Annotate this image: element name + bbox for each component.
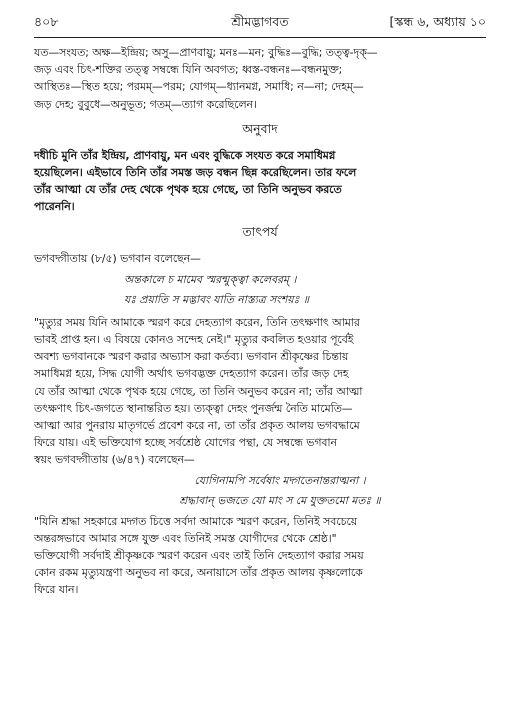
- purport-line: যে তাঁর আত্মা থেকে পৃথক হয়ে গেছে, তা তিনি অনুভব করেন না; তাঁর আত্মা: [34, 384, 363, 398]
- page-number: ৪০৮: [34, 14, 59, 29]
- purport-line: ভাবই প্রাপ্ত হন। এ বিষয়ে কোনও সন্দেহ নেই।" মৃত্যুর কবলিত হওয়ার পূর্বেই: [34, 333, 354, 347]
- synonyms-section: [34, 44, 486, 113]
- purport-line: সমাধিমগ্ন হয়ে, সিদ্ধ যোগী অর্থাৎ ভগবদ্ভক্ত দেহত্যাগ করেন। তাঁর জড় দেহ: [34, 367, 349, 381]
- purport-intro: ভগবদ্গীতায় (৮/৫) ভগবান বলেছেন—: [34, 251, 201, 265]
- translation-line: তাঁর আত্মা যে তাঁর দেহ থেকে পৃথক হয়ে গেছে, তা তিনি অনুভব করতে: [34, 183, 342, 197]
- chapter-reference: [স্কন্ধ ৬, অধ্যায় ১০: [389, 14, 486, 29]
- synonym-line: জড় এবং চিৎ-শক্তির তত্ত্ব সম্বন্ধে যিনি অবগত; ধ্বস্ত-বন্ধনঃ—বন্ধনমুক্ত;: [34, 63, 343, 77]
- purport-line: কোন রকম মৃত্যুযন্ত্রণা অনুভব না করে, অনায়াসে তাঁর প্রকৃত আলয় কৃষ্ণলোকে: [34, 566, 363, 580]
- page-header: [34, 14, 486, 32]
- purport-line: অবশ্য ভগবানকে স্মরণ করার অভ্যাস করা কর্তব্য। ভগবান শ্রীকৃষ্ণের চিন্তায়: [34, 350, 349, 364]
- synonym-line: যত—সংযত; অক্ষ—ইন্দ্রিয়; অসু—প্রাণবায়ু; মনঃ—মন; বুদ্ধিঃ—বুদ্ধি; তত্ত্ব-দৃক্—: [34, 46, 378, 59]
- purport-line: ফিরে যান।: [34, 583, 79, 597]
- translation-heading: অনুবাদ: [242, 120, 278, 136]
- purport-line: স্বয়ং ভগবদ্গীতায় (৬/৪৭) বলেছেন—: [34, 453, 195, 467]
- translation-line: দধীচি মুনি তাঁর ইন্দ্রিয়, প্রাণবায়ু, মন এবং বুদ্ধিকে সংযত করে সমাধিমগ্ন: [34, 148, 336, 162]
- purport-heading: তাৎপর্য: [242, 223, 278, 239]
- verse-line: যোগিনামপি সর্বেষাং মদ্গতেনান্তরাত্মনা ।: [194, 473, 366, 487]
- purport-line: "মৃত্যুর সময় যিনি আমাকে স্মরণ করে দেহত্যাগ করেন, তিনি তৎক্ষণাৎ আমার: [34, 315, 360, 329]
- purport-section: [34, 250, 486, 599]
- purport-line: আত্মা আর পুনরায় মাতৃগর্ভে প্রবেশ করে না, তা তাঁর প্রকৃত আলয় ভগবদ্ধামে: [34, 419, 360, 433]
- purport-line: তৎক্ষণাৎ চিৎ-জগতে স্থানান্তরিত হয়। ত্যক্ত্বা দেহং পুনর্জন্ম নৈতি মামেতি—: [34, 401, 353, 415]
- verse-line: শ্রদ্ধাবান্ ভজতে যো মাং স মে যুক্ততমো মতঃ ॥: [179, 493, 381, 507]
- verse-line: যঃ প্রয়াতি স মদ্ভাবং যাতি নাস্ত্যত্র সংশয়ঃ ॥: [124, 292, 309, 306]
- purport-line: ফিরে যায়। এই ভক্তিযোগ হচ্ছে সর্বশ্রেষ্ঠ যোগের পন্থা, যে সম্বন্ধে ভগবান: [34, 436, 338, 450]
- verse-block: [34, 472, 486, 509]
- purport-line: "যিনি শ্রদ্ধা সহকারে মদ্গত চিত্তে সর্বদা আমাকে স্মরণ করেন, তিনিই সবচেয়ে: [34, 514, 358, 528]
- purport-line: অন্তরঙ্গভাবে আমার সঙ্গে যুক্ত এবং তিনিই সমস্ত যোগীদের থেকে শ্রেষ্ঠ।": [34, 531, 337, 545]
- book-title: শ্রীমদ্ভাগবত: [231, 14, 289, 29]
- verse-block: [34, 271, 486, 308]
- synonym-line: জড় দেহ; বুবুধে—অনুভূত; গতম্—ত্যাগ করেছিলেন।: [34, 97, 257, 111]
- book-page: [34, 14, 486, 599]
- translation-line: হয়েছিলেন। এইভাবে তিনি তাঁর সমস্ত জড় বন্ধন ছিন্ন করেছিলেন। তার ফলে: [34, 166, 357, 180]
- synonym-line: আস্থিতঃ—স্থিত হয়ে; পরমম্—পরম; যোগম্—ধ্যানমগ্ন, সমাধি; ন—না; দেহম্—: [34, 80, 364, 94]
- verse-line: অন্তকালে চ মামেব স্মরন্মুক্ত্বা কলেবরম্ ।: [124, 272, 297, 286]
- purport-line: ভক্তিযোগী সর্বদাই শ্রীকৃষ্ণকে স্মরণ করেন এবং তাই তিনি দেহত্যাগ করার সময়: [34, 549, 364, 563]
- translation-section: [34, 147, 486, 216]
- header-rule: [34, 37, 486, 38]
- translation-line: পারেননি।: [34, 200, 75, 214]
